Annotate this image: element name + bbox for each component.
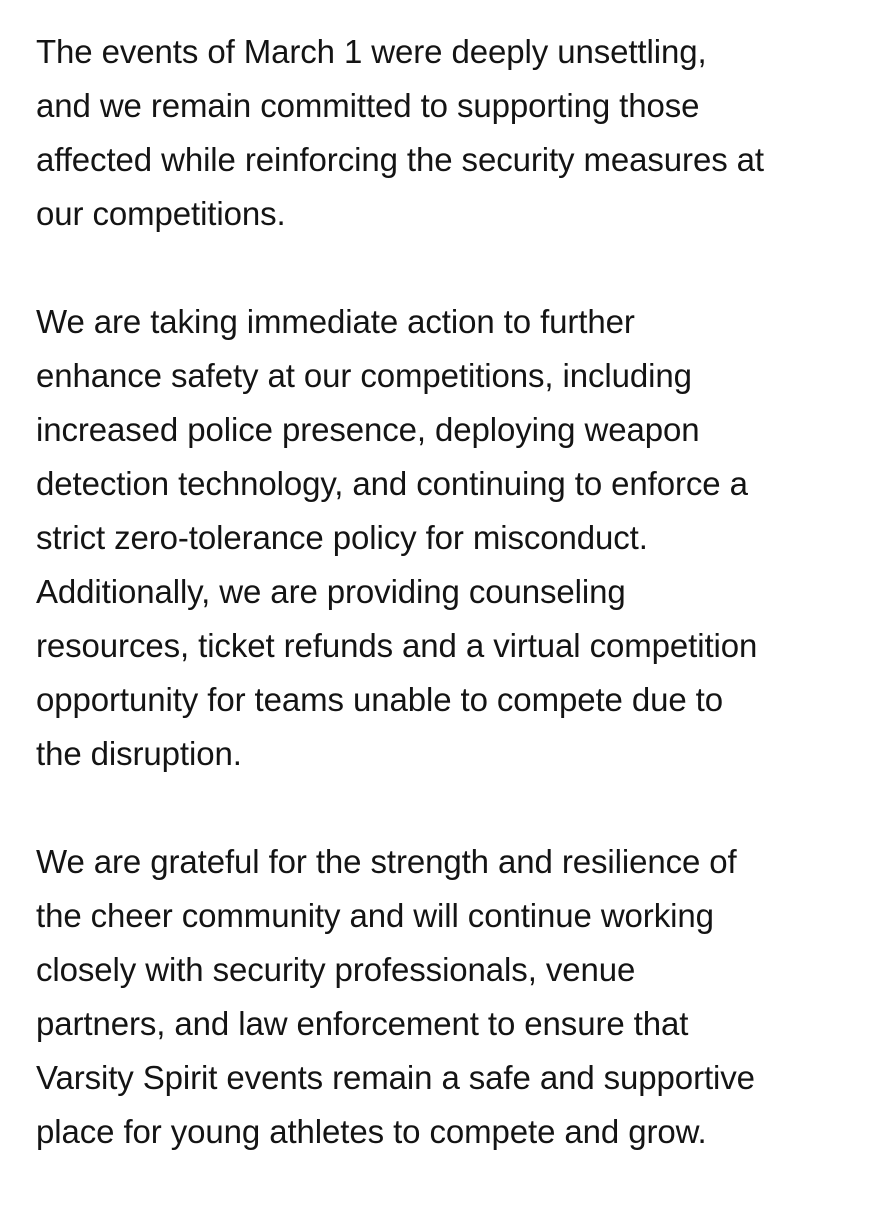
paragraph-event-response	[36, 25, 856, 241]
text-line: resources, ticket refunds and a virtual competition	[36, 627, 758, 664]
text-line: closely with security professionals, venue	[36, 951, 636, 988]
text-line: We are taking immediate action to further	[36, 303, 635, 340]
text-line: enhance safety at our competitions, including	[36, 357, 692, 394]
statement-body	[36, 25, 856, 1213]
text-line: increased police presence, deploying weapon	[36, 411, 700, 448]
text-line: affected while reinforcing the security measures at	[36, 141, 764, 178]
text-line: strict zero-tolerance policy for misconduct.	[36, 519, 648, 556]
text-line: Varsity Spirit events remain a safe and supportive	[36, 1059, 755, 1096]
text-line: opportunity for teams unable to compete due to	[36, 681, 723, 718]
text-line: our competitions.	[36, 195, 286, 232]
text-line: the cheer community and will continue working	[36, 897, 714, 934]
text-line: detection technology, and continuing to enforce a	[36, 465, 748, 502]
text-line: the disruption.	[36, 735, 242, 772]
text-line: Additionally, we are providing counseling	[36, 573, 626, 610]
paragraph-safety-actions	[36, 295, 856, 781]
paragraph-community-gratitude	[36, 835, 856, 1159]
text-line: and we remain committed to supporting those	[36, 87, 700, 124]
text-line: We are grateful for the strength and resilience of	[36, 843, 737, 880]
text-line: place for young athletes to compete and grow.	[36, 1113, 707, 1150]
text-line: The events of March 1 were deeply unsettling,	[36, 33, 707, 70]
text-line: partners, and law enforcement to ensure that	[36, 1005, 689, 1042]
